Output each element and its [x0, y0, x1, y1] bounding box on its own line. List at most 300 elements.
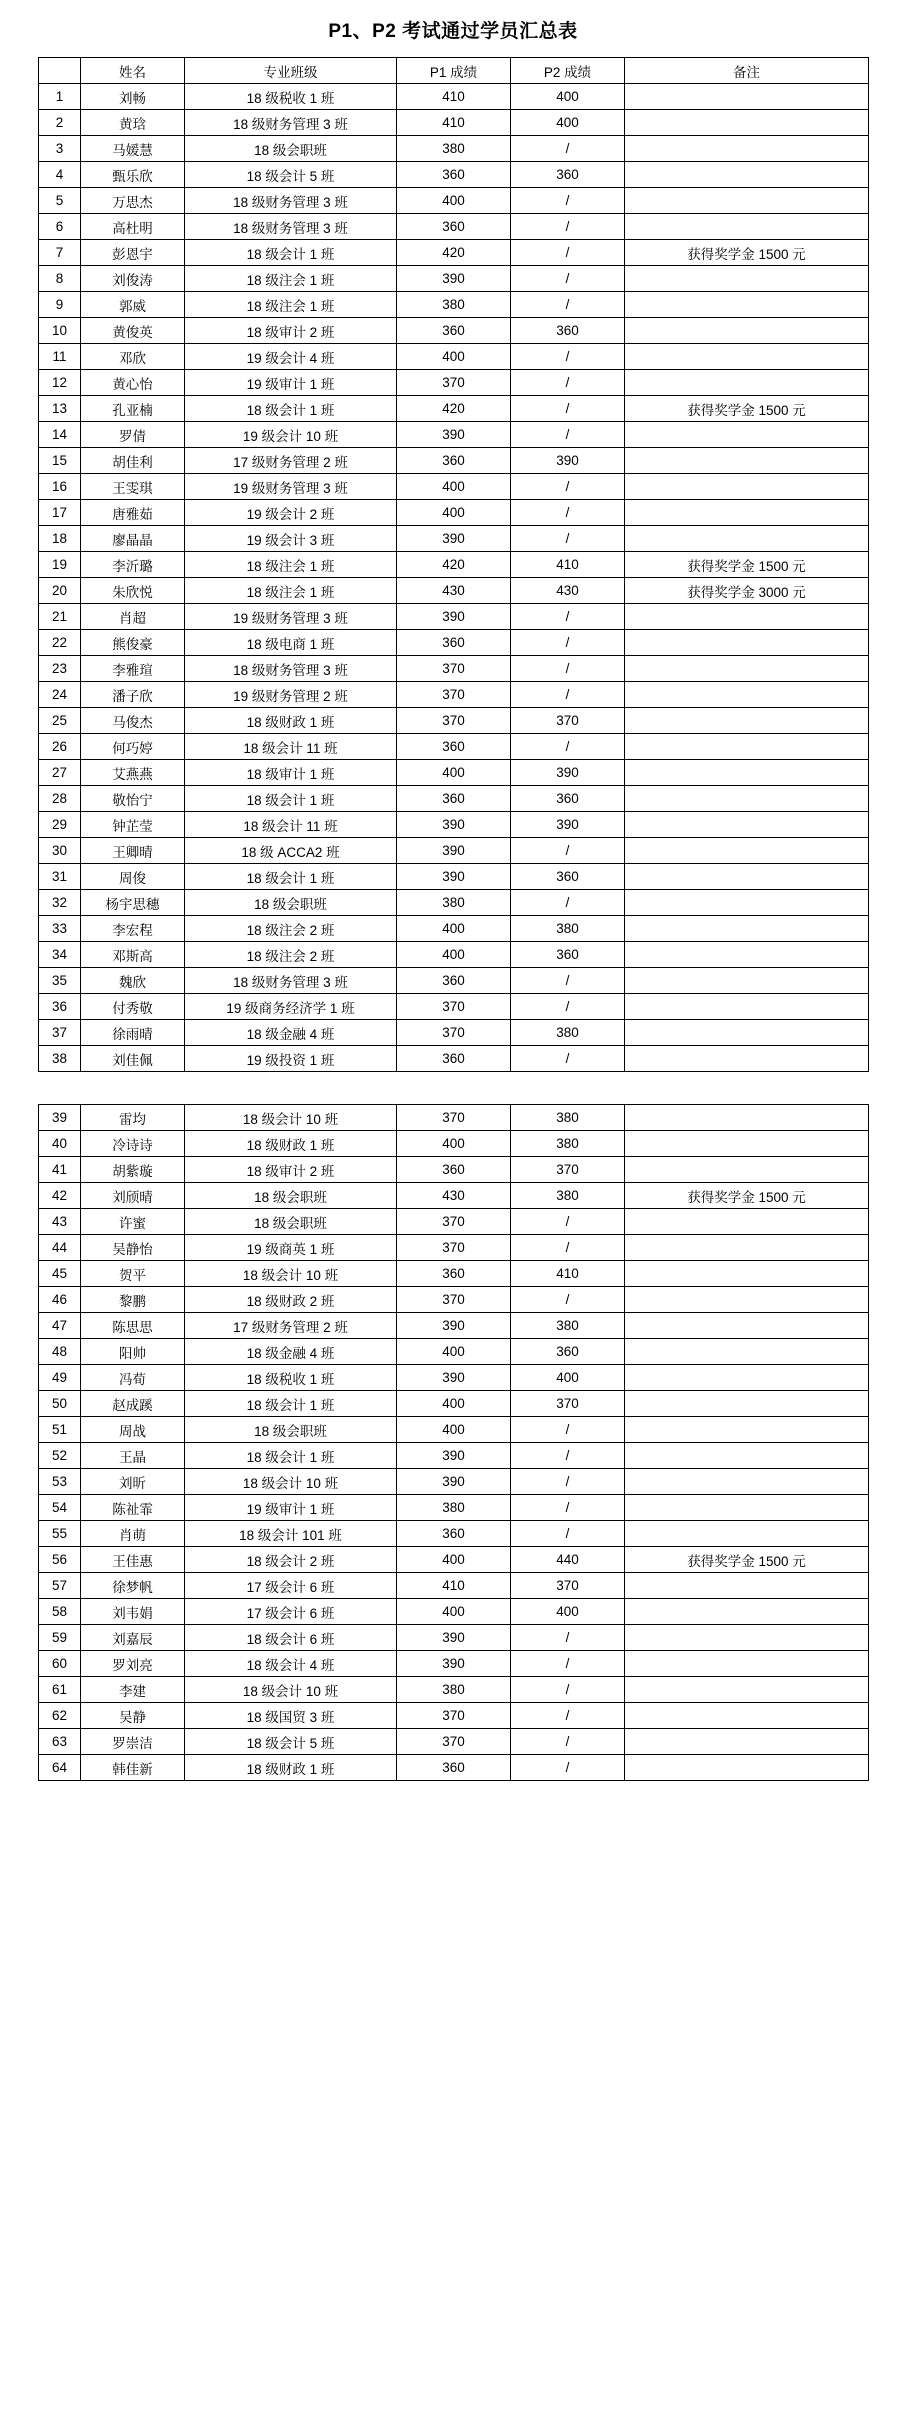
- p2-score: 380: [511, 1183, 625, 1209]
- p2-score: /: [511, 1729, 625, 1755]
- remarks: [625, 1261, 869, 1287]
- student-name: 彭恩宇: [81, 240, 185, 266]
- p1-score: 400: [397, 916, 511, 942]
- remarks: [625, 1339, 869, 1365]
- student-name: 李宏程: [81, 916, 185, 942]
- table-row: [39, 1391, 869, 1417]
- remarks: [625, 1391, 869, 1417]
- p1-score: 400: [397, 1391, 511, 1417]
- row-index: 13: [39, 396, 81, 422]
- student-class: 18 级注会 1 班: [185, 578, 397, 604]
- p2-score: /: [511, 1651, 625, 1677]
- remarks: [625, 1599, 869, 1625]
- student-name: 肖超: [81, 604, 185, 630]
- p1-score: 360: [397, 1157, 511, 1183]
- p1-score: 370: [397, 1105, 511, 1131]
- student-class: 18 级国贸 3 班: [185, 1703, 397, 1729]
- student-class: 18 级 ACCA2 班: [185, 838, 397, 864]
- table-row: [39, 604, 869, 630]
- p2-score: 400: [511, 1365, 625, 1391]
- table-row: [39, 370, 869, 396]
- student-name: 黄琀: [81, 110, 185, 136]
- remarks: [625, 1105, 869, 1131]
- row-index: 14: [39, 422, 81, 448]
- student-class: 18 级会计 1 班: [185, 240, 397, 266]
- student-class: 19 级审计 1 班: [185, 1495, 397, 1521]
- student-name: 刘佳佩: [81, 1046, 185, 1072]
- remarks: [625, 630, 869, 656]
- student-class: 19 级商英 1 班: [185, 1235, 397, 1261]
- student-name: 黄心怡: [81, 370, 185, 396]
- remarks: [625, 1235, 869, 1261]
- p2-score: /: [511, 1495, 625, 1521]
- student-name: 朱欣悦: [81, 578, 185, 604]
- p1-score: 360: [397, 1521, 511, 1547]
- student-name: 甄乐欣: [81, 162, 185, 188]
- column-header-name: 姓名: [81, 58, 185, 84]
- page-title: P1、P2 考试通过学员汇总表: [328, 21, 578, 42]
- p1-score: 430: [397, 578, 511, 604]
- student-name: 徐梦帆: [81, 1573, 185, 1599]
- p1-score: 360: [397, 214, 511, 240]
- p2-score: /: [511, 474, 625, 500]
- student-class: 18 级会计 6 班: [185, 1625, 397, 1651]
- p1-score: 360: [397, 734, 511, 760]
- p1-score: 360: [397, 1046, 511, 1072]
- student-name: 冷诗诗: [81, 1131, 185, 1157]
- table-row: [39, 1729, 869, 1755]
- remarks: [625, 1755, 869, 1781]
- student-class: 18 级会职班: [185, 1183, 397, 1209]
- p2-score: /: [511, 656, 625, 682]
- student-class: 18 级会计 10 班: [185, 1469, 397, 1495]
- p1-score: 400: [397, 1547, 511, 1573]
- table-row: [39, 656, 869, 682]
- p2-score: 360: [511, 1339, 625, 1365]
- row-index: 16: [39, 474, 81, 500]
- student-class: 18 级财政 2 班: [185, 1287, 397, 1313]
- student-class: 19 级财务管理 3 班: [185, 474, 397, 500]
- p1-score: 390: [397, 1313, 511, 1339]
- remarks: [625, 864, 869, 890]
- student-name: 罗倩: [81, 422, 185, 448]
- p1-score: 400: [397, 1131, 511, 1157]
- student-class: 18 级注会 1 班: [185, 292, 397, 318]
- remarks: [625, 84, 869, 110]
- table-row: [39, 1521, 869, 1547]
- row-index: 18: [39, 526, 81, 552]
- table-row: [39, 734, 869, 760]
- remarks: [625, 708, 869, 734]
- p2-score: /: [511, 1469, 625, 1495]
- remarks: [625, 916, 869, 942]
- row-index: 19: [39, 552, 81, 578]
- table-row: [39, 1020, 869, 1046]
- student-class: 18 级审计 1 班: [185, 760, 397, 786]
- student-class: 18 级会计 101 班: [185, 1521, 397, 1547]
- student-name: 邓欣: [81, 344, 185, 370]
- student-name: 罗崇洁: [81, 1729, 185, 1755]
- student-class: 18 级会职班: [185, 1209, 397, 1235]
- student-name: 钟芷莹: [81, 812, 185, 838]
- student-name: 万思杰: [81, 188, 185, 214]
- student-class: 17 级会计 6 班: [185, 1599, 397, 1625]
- remarks: [625, 812, 869, 838]
- table-row: [39, 760, 869, 786]
- row-index: 36: [39, 994, 81, 1020]
- row-index: 45: [39, 1261, 81, 1287]
- student-class: 18 级财政 1 班: [185, 1755, 397, 1781]
- p2-score: /: [511, 136, 625, 162]
- p1-score: 400: [397, 942, 511, 968]
- row-index: 27: [39, 760, 81, 786]
- row-index: 3: [39, 136, 81, 162]
- student-name: 郭威: [81, 292, 185, 318]
- student-name: 杨宇思穗: [81, 890, 185, 916]
- remarks: [625, 1287, 869, 1313]
- p2-score: /: [511, 526, 625, 552]
- student-class: 19 级会计 2 班: [185, 500, 397, 526]
- student-name: 艾燕燕: [81, 760, 185, 786]
- row-index: 49: [39, 1365, 81, 1391]
- student-class: 18 级会计 1 班: [185, 396, 397, 422]
- p1-score: 370: [397, 1703, 511, 1729]
- p2-score: 380: [511, 916, 625, 942]
- row-index: 6: [39, 214, 81, 240]
- p2-score: 370: [511, 1391, 625, 1417]
- row-index: 58: [39, 1599, 81, 1625]
- student-name: 王卿晴: [81, 838, 185, 864]
- table-row: [39, 1365, 869, 1391]
- row-index: 33: [39, 916, 81, 942]
- p2-score: /: [511, 1046, 625, 1072]
- student-name: 王雯琪: [81, 474, 185, 500]
- student-class: 18 级会计 4 班: [185, 1651, 397, 1677]
- table-row: [39, 552, 869, 578]
- student-class: 18 级会计 1 班: [185, 1391, 397, 1417]
- p1-score: 390: [397, 838, 511, 864]
- row-index: 63: [39, 1729, 81, 1755]
- table-row: [39, 890, 869, 916]
- remarks: [625, 344, 869, 370]
- student-class: 18 级会计 1 班: [185, 786, 397, 812]
- student-name: 魏欣: [81, 968, 185, 994]
- remarks: [625, 760, 869, 786]
- student-class: 18 级注会 1 班: [185, 552, 397, 578]
- p1-score: 370: [397, 1729, 511, 1755]
- table-gap: [38, 1072, 868, 1104]
- student-class: 18 级财务管理 3 班: [185, 188, 397, 214]
- student-class: 19 级商务经济学 1 班: [185, 994, 397, 1020]
- remarks: 获得奖学金 1500 元: [625, 1547, 869, 1573]
- table-row: [39, 1183, 869, 1209]
- remarks: [625, 422, 869, 448]
- row-index: 37: [39, 1020, 81, 1046]
- table-row: [39, 214, 869, 240]
- p2-score: /: [511, 1677, 625, 1703]
- p2-score: 390: [511, 448, 625, 474]
- remarks: [625, 1209, 869, 1235]
- student-class: 17 级会计 6 班: [185, 1573, 397, 1599]
- table-row: [39, 1573, 869, 1599]
- table-row: [39, 84, 869, 110]
- p1-score: 380: [397, 1677, 511, 1703]
- p2-score: 360: [511, 162, 625, 188]
- p1-score: 390: [397, 1443, 511, 1469]
- row-index: 62: [39, 1703, 81, 1729]
- student-class: 18 级审计 2 班: [185, 1157, 397, 1183]
- remarks: [625, 292, 869, 318]
- student-class: 19 级财务管理 2 班: [185, 682, 397, 708]
- remarks: [625, 734, 869, 760]
- remarks: [625, 890, 869, 916]
- p1-score: 370: [397, 682, 511, 708]
- table-row: [39, 708, 869, 734]
- p2-score: /: [511, 214, 625, 240]
- p1-score: 380: [397, 136, 511, 162]
- remarks: 获得奖学金 1500 元: [625, 552, 869, 578]
- p1-score: 390: [397, 812, 511, 838]
- remarks: [625, 1046, 869, 1072]
- row-index: 22: [39, 630, 81, 656]
- p1-score: 380: [397, 890, 511, 916]
- row-index: 29: [39, 812, 81, 838]
- remarks: [625, 1573, 869, 1599]
- remarks: [625, 1157, 869, 1183]
- student-name: 胡佳利: [81, 448, 185, 474]
- remarks: [625, 604, 869, 630]
- student-class: 18 级会计 5 班: [185, 162, 397, 188]
- table-row: [39, 630, 869, 656]
- p1-score: 430: [397, 1183, 511, 1209]
- table-row: [39, 578, 869, 604]
- table-row: [39, 474, 869, 500]
- table-row: [39, 1625, 869, 1651]
- remarks: [625, 786, 869, 812]
- student-class: 18 级金融 4 班: [185, 1339, 397, 1365]
- row-index: 31: [39, 864, 81, 890]
- student-class: 18 级注会 1 班: [185, 266, 397, 292]
- column-header-p1-score: P1 成绩: [397, 58, 511, 84]
- row-index: 38: [39, 1046, 81, 1072]
- student-name: 陈思思: [81, 1313, 185, 1339]
- p2-score: /: [511, 1235, 625, 1261]
- row-index: 46: [39, 1287, 81, 1313]
- remarks: 获得奖学金 1500 元: [625, 1183, 869, 1209]
- row-index: 42: [39, 1183, 81, 1209]
- p1-score: 400: [397, 1599, 511, 1625]
- p2-score: 360: [511, 786, 625, 812]
- table-row: [39, 1547, 869, 1573]
- p1-score: 370: [397, 708, 511, 734]
- p2-score: 400: [511, 84, 625, 110]
- student-name: 廖晶晶: [81, 526, 185, 552]
- student-name: 邓斯高: [81, 942, 185, 968]
- row-index: 56: [39, 1547, 81, 1573]
- p1-score: 360: [397, 968, 511, 994]
- table-row: [39, 422, 869, 448]
- row-index: 43: [39, 1209, 81, 1235]
- p1-score: 400: [397, 1417, 511, 1443]
- remarks: [625, 1469, 869, 1495]
- student-class: 18 级电商 1 班: [185, 630, 397, 656]
- p1-score: 390: [397, 604, 511, 630]
- student-name: 刘韦娟: [81, 1599, 185, 1625]
- student-class: 18 级会计 5 班: [185, 1729, 397, 1755]
- student-name: 刘俊涛: [81, 266, 185, 292]
- student-class: 18 级财务管理 3 班: [185, 968, 397, 994]
- p2-score: /: [511, 1521, 625, 1547]
- table-row: [39, 240, 869, 266]
- table-row: [39, 500, 869, 526]
- student-class: 18 级财务管理 3 班: [185, 214, 397, 240]
- table-row: [39, 266, 869, 292]
- student-name: 雷均: [81, 1105, 185, 1131]
- row-index: 40: [39, 1131, 81, 1157]
- row-index: 8: [39, 266, 81, 292]
- table-row: [39, 1443, 869, 1469]
- p2-score: 380: [511, 1020, 625, 1046]
- p2-score: /: [511, 1443, 625, 1469]
- row-index: 57: [39, 1573, 81, 1599]
- student-name: 刘颀晴: [81, 1183, 185, 1209]
- remarks: [625, 682, 869, 708]
- p1-score: 380: [397, 1495, 511, 1521]
- p1-score: 400: [397, 1339, 511, 1365]
- row-index: 23: [39, 656, 81, 682]
- table-row: [39, 786, 869, 812]
- column-header-remarks: 备注: [625, 58, 869, 84]
- row-index: 60: [39, 1651, 81, 1677]
- table-header-row: [39, 58, 869, 84]
- table-row: [39, 864, 869, 890]
- p2-score: 410: [511, 552, 625, 578]
- remarks: [625, 1020, 869, 1046]
- student-name: 李沂璐: [81, 552, 185, 578]
- table-row: [39, 1046, 869, 1072]
- student-name: 王晶: [81, 1443, 185, 1469]
- row-index: 20: [39, 578, 81, 604]
- remarks: [625, 1495, 869, 1521]
- p2-score: /: [511, 188, 625, 214]
- p2-score: /: [511, 604, 625, 630]
- student-name: 唐雅茹: [81, 500, 185, 526]
- table-row: [39, 994, 869, 1020]
- p1-score: 420: [397, 240, 511, 266]
- row-index: 26: [39, 734, 81, 760]
- p2-score: /: [511, 1209, 625, 1235]
- p1-score: 370: [397, 1209, 511, 1235]
- table-row: [39, 1495, 869, 1521]
- p2-score: /: [511, 422, 625, 448]
- row-index: 1: [39, 84, 81, 110]
- student-class: 18 级审计 2 班: [185, 318, 397, 344]
- student-class: 18 级会计 1 班: [185, 1443, 397, 1469]
- table-row: [39, 292, 869, 318]
- remarks: [625, 214, 869, 240]
- p2-score: /: [511, 1755, 625, 1781]
- row-index: 32: [39, 890, 81, 916]
- p1-score: 390: [397, 864, 511, 890]
- student-class: 19 级会计 3 班: [185, 526, 397, 552]
- remarks: 获得奖学金 3000 元: [625, 578, 869, 604]
- row-index: 41: [39, 1157, 81, 1183]
- row-index: 5: [39, 188, 81, 214]
- table-row: [39, 1105, 869, 1131]
- row-index: 64: [39, 1755, 81, 1781]
- student-name: 刘畅: [81, 84, 185, 110]
- p1-score: 390: [397, 526, 511, 552]
- p2-score: 370: [511, 1157, 625, 1183]
- p1-score: 360: [397, 448, 511, 474]
- table-row: [39, 526, 869, 552]
- table-row: [39, 838, 869, 864]
- student-name: 贺平: [81, 1261, 185, 1287]
- p1-score: 370: [397, 994, 511, 1020]
- p2-score: /: [511, 682, 625, 708]
- remarks: 获得奖学金 1500 元: [625, 396, 869, 422]
- column-header-class: 专业班级: [185, 58, 397, 84]
- student-name: 肖萌: [81, 1521, 185, 1547]
- row-index: 12: [39, 370, 81, 396]
- row-index: 4: [39, 162, 81, 188]
- student-class: 18 级财政 1 班: [185, 708, 397, 734]
- student-class: 18 级财务管理 3 班: [185, 110, 397, 136]
- row-index: 55: [39, 1521, 81, 1547]
- remarks: [625, 1365, 869, 1391]
- p1-score: 400: [397, 760, 511, 786]
- row-index: 54: [39, 1495, 81, 1521]
- student-name: 周俊: [81, 864, 185, 890]
- p2-score: /: [511, 344, 625, 370]
- student-class: 19 级会计 4 班: [185, 344, 397, 370]
- p1-score: 400: [397, 344, 511, 370]
- remarks: [625, 370, 869, 396]
- student-name: 冯荀: [81, 1365, 185, 1391]
- results-table-part-1: [38, 57, 869, 1072]
- table-row: [39, 1261, 869, 1287]
- row-index: 59: [39, 1625, 81, 1651]
- remarks: [625, 1313, 869, 1339]
- remarks: [625, 500, 869, 526]
- p1-score: 410: [397, 110, 511, 136]
- p2-score: /: [511, 630, 625, 656]
- student-name: 韩佳新: [81, 1755, 185, 1781]
- p1-score: 360: [397, 786, 511, 812]
- remarks: [625, 942, 869, 968]
- student-name: 马俊杰: [81, 708, 185, 734]
- remarks: [625, 1677, 869, 1703]
- remarks: [625, 994, 869, 1020]
- table-row: [39, 162, 869, 188]
- p2-score: 410: [511, 1261, 625, 1287]
- p2-score: /: [511, 1625, 625, 1651]
- student-name: 刘嘉辰: [81, 1625, 185, 1651]
- student-class: 18 级财务管理 3 班: [185, 656, 397, 682]
- remarks: [625, 136, 869, 162]
- p2-score: /: [511, 370, 625, 396]
- student-class: 18 级注会 2 班: [185, 916, 397, 942]
- row-index: 24: [39, 682, 81, 708]
- student-class: 18 级会计 10 班: [185, 1105, 397, 1131]
- remarks: [625, 188, 869, 214]
- p1-score: 360: [397, 1755, 511, 1781]
- remarks: [625, 526, 869, 552]
- student-name: 马媛慧: [81, 136, 185, 162]
- p2-score: 430: [511, 578, 625, 604]
- student-name: 胡紫璇: [81, 1157, 185, 1183]
- p1-score: 380: [397, 292, 511, 318]
